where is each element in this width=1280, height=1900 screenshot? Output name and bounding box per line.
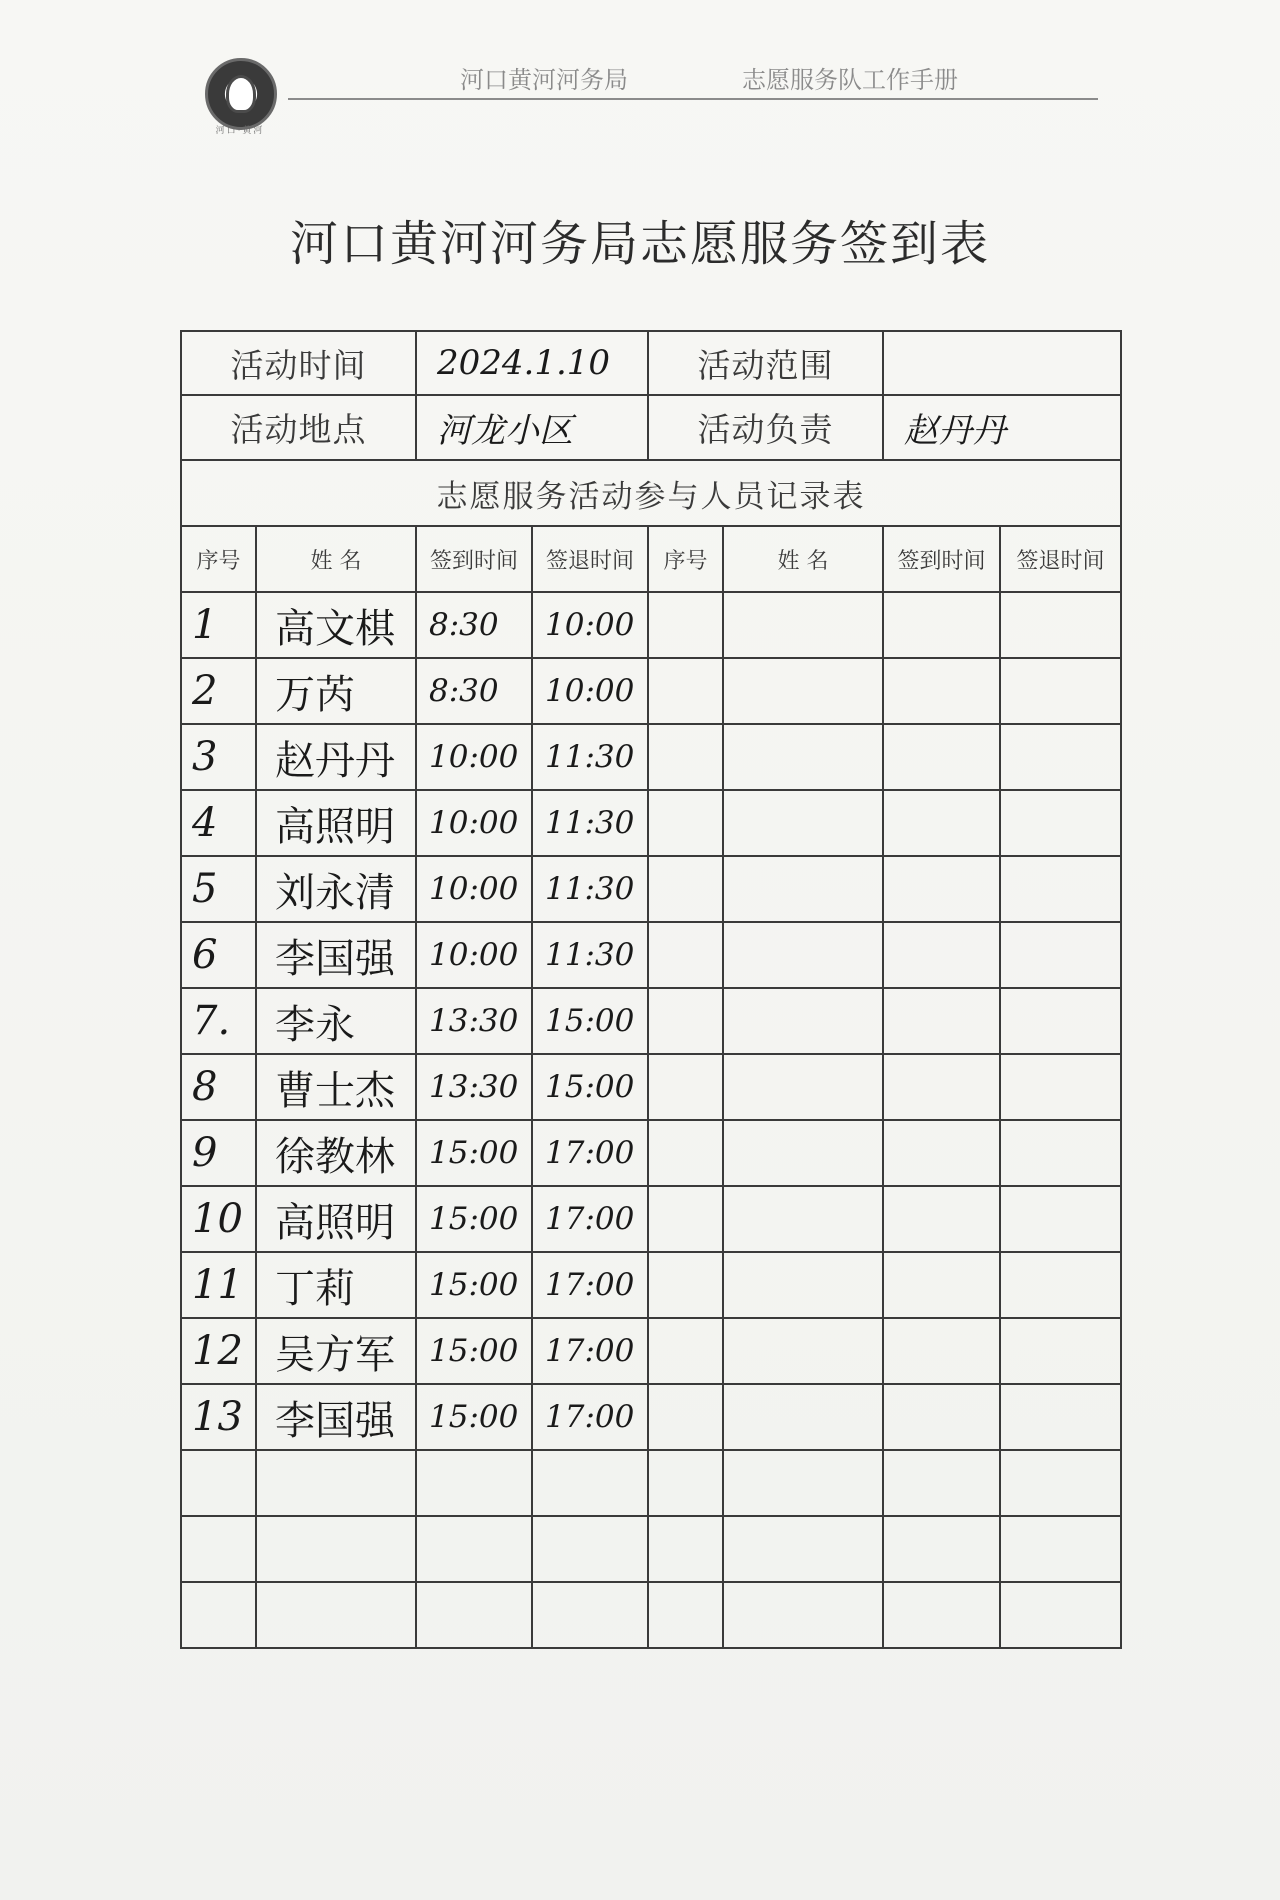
row-name: 吴方军	[256, 1318, 416, 1384]
row-name-right	[723, 922, 883, 988]
row-signout-time-right	[1000, 592, 1121, 658]
table-row	[181, 856, 1121, 922]
leader-label: 活动负责	[648, 395, 883, 460]
col-signout-right: 签退时间	[1000, 526, 1121, 592]
row-number-right	[648, 1582, 723, 1648]
row-number-right	[648, 1318, 723, 1384]
row-signout-time-right	[1000, 1582, 1121, 1648]
row-signin-time: 15:00	[416, 1120, 532, 1186]
row-signin-time: 8:30	[416, 592, 532, 658]
row-number: 13	[181, 1384, 256, 1450]
row-number: 3	[181, 724, 256, 790]
meta-row-location	[181, 395, 1121, 460]
table-row	[181, 724, 1121, 790]
row-signin-time-right	[883, 1450, 1000, 1516]
row-number-right	[648, 1384, 723, 1450]
row-signout-time: 11:30	[532, 790, 648, 856]
row-signout-time-right	[1000, 1516, 1121, 1582]
row-signout-time: 11:30	[532, 856, 648, 922]
row-number-right	[648, 922, 723, 988]
row-signin-time: 10:00	[416, 922, 532, 988]
row-signin-time: 13:30	[416, 1054, 532, 1120]
row-name	[256, 1450, 416, 1516]
row-number-right	[648, 988, 723, 1054]
row-signout-time-right	[1000, 1384, 1121, 1450]
row-name-right	[723, 1252, 883, 1318]
row-name-right	[723, 724, 883, 790]
row-number	[181, 1582, 256, 1648]
table-row	[181, 1120, 1121, 1186]
row-name: 李永	[256, 988, 416, 1054]
row-signin-time: 15:00	[416, 1186, 532, 1252]
row-number: 6	[181, 922, 256, 988]
row-number-right	[648, 1450, 723, 1516]
row-name-right	[723, 592, 883, 658]
col-name-right: 姓 名	[723, 526, 883, 592]
row-signin-time-right	[883, 856, 1000, 922]
meta-row-time	[181, 331, 1121, 395]
row-name: 丁莉	[256, 1252, 416, 1318]
row-number: 10	[181, 1186, 256, 1252]
row-signout-time-right	[1000, 1318, 1121, 1384]
row-name-right	[723, 1054, 883, 1120]
row-signout-time: 11:30	[532, 922, 648, 988]
page-title: 河口黄河河务局志愿服务签到表	[289, 216, 990, 272]
table-row	[181, 1252, 1121, 1318]
table-row	[181, 1450, 1121, 1516]
row-signout-time: 11:30	[532, 724, 648, 790]
row-number-right	[648, 856, 723, 922]
table-row	[181, 592, 1121, 658]
table-row	[181, 988, 1121, 1054]
header-divider	[288, 98, 1098, 100]
row-number: 4	[181, 790, 256, 856]
row-signin-time-right	[883, 790, 1000, 856]
col-name-left: 姓 名	[256, 526, 416, 592]
row-number-right	[648, 658, 723, 724]
col-signin-right: 签到时间	[883, 526, 1000, 592]
row-name: 高文棋	[256, 592, 416, 658]
row-signout-time: 15:00	[532, 1054, 648, 1120]
row-signin-time: 10:00	[416, 724, 532, 790]
col-signin-left: 签到时间	[416, 526, 532, 592]
row-name	[256, 1516, 416, 1582]
row-signout-time-right	[1000, 1120, 1121, 1186]
row-signin-time: 10:00	[416, 790, 532, 856]
row-name: 高照明	[256, 1186, 416, 1252]
table-row	[181, 1384, 1121, 1450]
scope-value	[883, 331, 1121, 395]
table-row	[181, 1582, 1121, 1648]
row-number-right	[648, 1516, 723, 1582]
row-signin-time	[416, 1450, 532, 1516]
row-signin-time: 13:30	[416, 988, 532, 1054]
col-signout-left: 签退时间	[532, 526, 648, 592]
row-name-right	[723, 1450, 883, 1516]
subtitle-row	[181, 460, 1121, 526]
row-signout-time-right	[1000, 922, 1121, 988]
row-name-right	[723, 658, 883, 724]
row-signin-time-right	[883, 1516, 1000, 1582]
logo-caption: 河口·黄河	[215, 126, 265, 136]
row-signout-time	[532, 1516, 648, 1582]
row-signin-time-right	[883, 1120, 1000, 1186]
row-name: 李国强	[256, 1384, 416, 1450]
row-name: 曹士杰	[256, 1054, 416, 1120]
row-name-right	[723, 988, 883, 1054]
row-name-right	[723, 856, 883, 922]
row-signin-time-right	[883, 922, 1000, 988]
row-number: 11	[181, 1252, 256, 1318]
row-signin-time: 8:30	[416, 658, 532, 724]
row-signout-time-right	[1000, 790, 1121, 856]
row-number-right	[648, 1120, 723, 1186]
row-signin-time-right	[883, 592, 1000, 658]
row-signin-time-right	[883, 658, 1000, 724]
row-signout-time: 10:00	[532, 658, 648, 724]
row-signout-time-right	[1000, 1252, 1121, 1318]
row-number-right	[648, 790, 723, 856]
row-number-right	[648, 592, 723, 658]
header-organization: 河口黄河河务局	[460, 66, 628, 94]
row-signin-time-right	[883, 1252, 1000, 1318]
row-signout-time-right	[1000, 1450, 1121, 1516]
row-name-right	[723, 790, 883, 856]
row-name-right	[723, 1120, 883, 1186]
scope-label: 活动范围	[648, 331, 883, 395]
row-number: 2	[181, 658, 256, 724]
table-row	[181, 1318, 1121, 1384]
table-row	[181, 790, 1121, 856]
row-signout-time	[532, 1582, 648, 1648]
signin-table-wrapper	[180, 330, 1120, 1649]
row-number	[181, 1516, 256, 1582]
row-signout-time-right	[1000, 658, 1121, 724]
row-name: 徐教林	[256, 1120, 416, 1186]
row-signin-time-right	[883, 1054, 1000, 1120]
row-name: 高照明	[256, 790, 416, 856]
row-signout-time	[532, 1450, 648, 1516]
flame-icon	[226, 75, 256, 113]
row-signout-time-right	[1000, 1186, 1121, 1252]
row-name-right	[723, 1516, 883, 1582]
time-label: 活动时间	[181, 331, 416, 395]
table-row	[181, 1516, 1121, 1582]
row-signin-time-right	[883, 1186, 1000, 1252]
col-seq-right: 序号	[648, 526, 723, 592]
column-header-row	[181, 526, 1121, 592]
table-row	[181, 658, 1121, 724]
signin-table	[180, 330, 1122, 1649]
row-number: 8	[181, 1054, 256, 1120]
row-signin-time: 10:00	[416, 856, 532, 922]
row-signin-time-right	[883, 988, 1000, 1054]
row-signout-time: 17:00	[532, 1318, 648, 1384]
row-signout-time: 15:00	[532, 988, 648, 1054]
row-signout-time: 17:00	[532, 1186, 648, 1252]
row-name: 万芮	[256, 658, 416, 724]
time-value: 2024.1.10	[416, 331, 648, 395]
row-signin-time: 15:00	[416, 1384, 532, 1450]
row-name	[256, 1582, 416, 1648]
row-signout-time: 10:00	[532, 592, 648, 658]
row-number: 1	[181, 592, 256, 658]
header-handbook-name: 志愿服务队工作手册	[742, 66, 958, 94]
row-number-right	[648, 724, 723, 790]
row-signin-time: 15:00	[416, 1252, 532, 1318]
row-signout-time-right	[1000, 1054, 1121, 1120]
section-subtitle: 志愿服务活动参与人员记录表	[181, 460, 1121, 526]
row-number: 9	[181, 1120, 256, 1186]
row-name: 赵丹丹	[256, 724, 416, 790]
row-signin-time	[416, 1516, 532, 1582]
table-row	[181, 1186, 1121, 1252]
location-label: 活动地点	[181, 395, 416, 460]
row-signout-time: 17:00	[532, 1120, 648, 1186]
row-number: 12	[181, 1318, 256, 1384]
row-signin-time-right	[883, 724, 1000, 790]
row-signout-time-right	[1000, 988, 1121, 1054]
location-value: 河龙小区	[416, 395, 648, 460]
row-number-right	[648, 1054, 723, 1120]
col-seq-left: 序号	[181, 526, 256, 592]
row-signin-time	[416, 1582, 532, 1648]
row-signin-time: 15:00	[416, 1318, 532, 1384]
row-name: 刘永清	[256, 856, 416, 922]
row-signout-time-right	[1000, 724, 1121, 790]
row-name-right	[723, 1186, 883, 1252]
row-signin-time-right	[883, 1318, 1000, 1384]
table-row	[181, 1054, 1121, 1120]
row-name: 李国强	[256, 922, 416, 988]
row-number	[181, 1450, 256, 1516]
row-number-right	[648, 1186, 723, 1252]
row-signin-time-right	[883, 1384, 1000, 1450]
row-number: 7.	[181, 988, 256, 1054]
row-signout-time-right	[1000, 856, 1121, 922]
row-signout-time: 17:00	[532, 1252, 648, 1318]
row-number-right	[648, 1252, 723, 1318]
row-signout-time: 17:00	[532, 1384, 648, 1450]
row-name-right	[723, 1582, 883, 1648]
row-name-right	[723, 1318, 883, 1384]
row-signin-time-right	[883, 1582, 1000, 1648]
logo-icon	[205, 58, 277, 130]
table-row	[181, 922, 1121, 988]
row-number: 5	[181, 856, 256, 922]
row-name-right	[723, 1384, 883, 1450]
leader-value: 赵丹丹	[883, 395, 1121, 460]
